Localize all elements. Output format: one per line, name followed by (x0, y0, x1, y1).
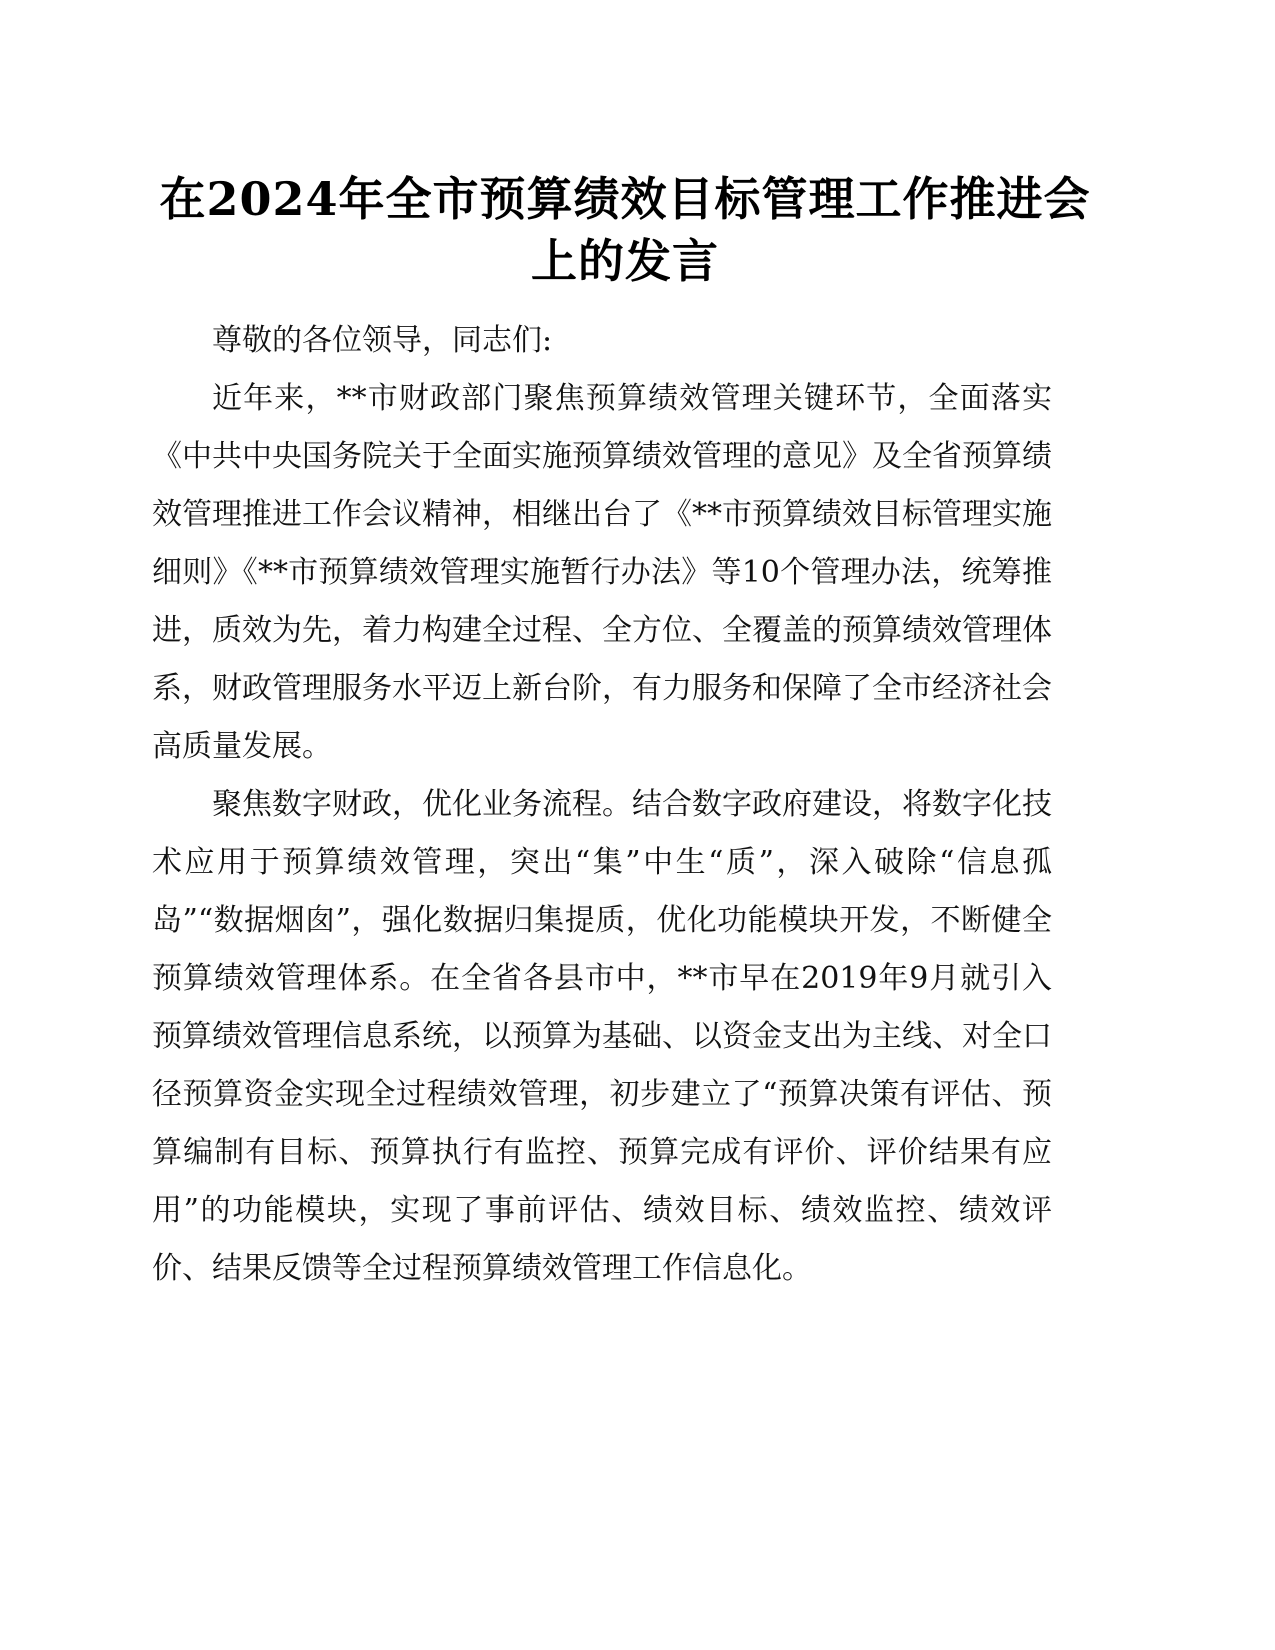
greeting-paragraph: 尊敬的各位领导，同志们: (212, 323, 553, 358)
body-paragraph-2: 聚焦数字财政，优化业务流程。结合数字政府建设，将数字化技术应用于预算绩效管理，突出“集”中生“质”，深入破除“信息孤岛”“数据烟囱”，强化数据归集提质，优化功能模块开发，不断健全预算绩效管理体系。在全省各县市中，**市早在2019年9月就引入预算绩效管理信息系统，以预算为基础、以资金支出为主线、对全口径预算资金实现全过程绩效管理，初步建立了“预算决策有评估、预算编制有目标、预算执行有监控、预算完成有评价、评价结果有应用”的功能模块，实现了事前评估、绩效目标、绩效监控、绩效评价、结果反馈等全过程预算绩效管理工作信息化。 (152, 787, 1052, 1286)
document-body (152, 312, 1052, 1298)
body-paragraph-1: 近年来，**市财政部门聚焦预算绩效管理关键环节，全面落实《中共中央国务院关于全面实施预算绩效管理的意见》及全省预算绩效管理推进工作会议精神，相继出台了《**市预算绩效目标管理实施细则》《**市预算绩效管理实施暂行办法》等10个管理办法，统筹推进，质效为先，着力构建全过程、全方位、全覆盖的预算绩效管理体系，财政管理服务水平迈上新台阶，有力服务和保障了全市经济社会高质量发展。 (152, 381, 1052, 764)
document-title: 在2024年全市预算绩效目标管理工作推进会上的发言 (159, 172, 1091, 288)
